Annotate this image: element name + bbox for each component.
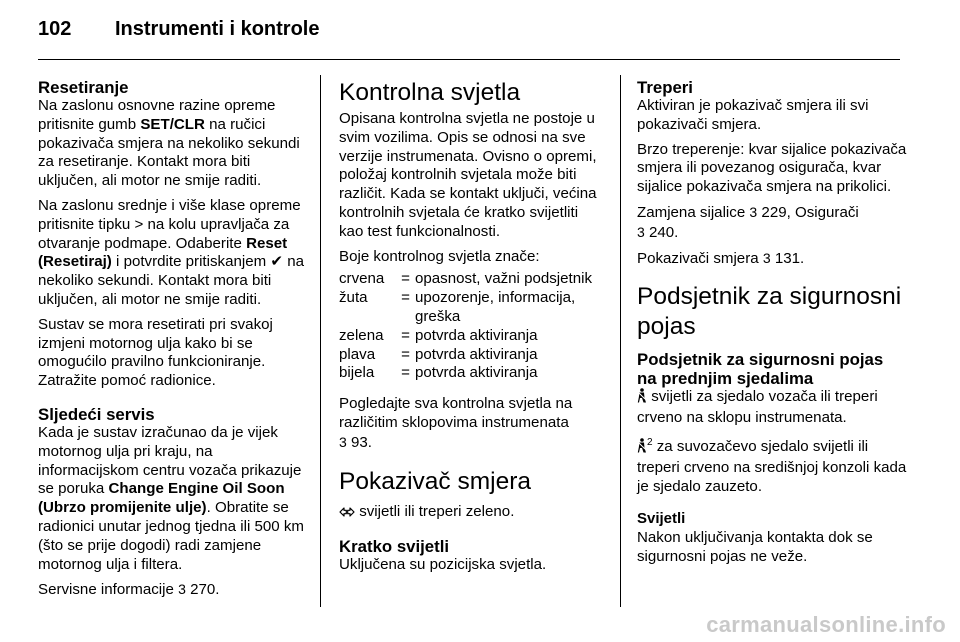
flashing-paragraph-1: Aktiviran je pokazivač smjera ili svi pokazivači smjera.	[637, 97, 869, 133]
reference-arrow-icon: 3	[178, 581, 186, 598]
table-row: plava = potvrda aktiviranja	[339, 345, 538, 363]
short-light-paragraph: Uključena su pozicijska svjetla.	[339, 556, 547, 574]
section-title-turn-signal: Pokazivač smjera	[339, 467, 531, 495]
column-divider-1	[320, 75, 321, 607]
reference-arrow-icon: 3	[339, 433, 347, 450]
column-3	[637, 78, 907, 573]
reference-arrow-icon: 3	[762, 249, 771, 266]
table-row: crvena = opasnost, važni podsjetnik	[339, 270, 593, 288]
flashing-paragraph-2: Brzo treperenje: kvar sijalice pokazivača smjera ili povezanog osigurača, kvar sijalice pokazivača smjera na prikolici.	[637, 140, 907, 196]
column-2	[339, 78, 605, 581]
header-rule	[38, 59, 900, 60]
turn-signal-arrows-icon	[339, 505, 355, 524]
reset-paragraph-2: Na zaslonu srednje i više klase opreme pritisnite tipku > na kolu upravljača za otvaranje podmape. Odaberite Reset (Resetiraj) i potvrdite pritiskanjem ✔ na nekoliko sekundi. Kontakt mora biti uključen, ali motor ne smije raditi.	[38, 196, 305, 308]
reference-arrow-icon: 3	[749, 203, 758, 220]
flashing-paragraph-3: Zamjena sijalice 3 229, Osigurači 3 240.	[637, 203, 859, 241]
chevron-right-icon: >	[134, 215, 144, 233]
reset-paragraph-3: Sustav se mora resetirati pri svakoj izmjeni motornog ulja kako bi se omogućilo pravilno funkcioniranje. Zatražite pomoć radionice.	[38, 315, 273, 390]
seatbelt-paragraph-2: $^2$ za suvozačevo sjedalo svijetli ili treperi crveno na središnjoj konzoli kada je sjedalo zauzeto.	[637, 436, 907, 495]
table-row: zelena = potvrda aktiviranja	[339, 326, 538, 344]
section-title-short-light: Kratko svijetli	[339, 537, 450, 557]
reference-arrow-icon: 3	[637, 223, 645, 240]
column-1	[38, 78, 306, 606]
section-title-warning-lights: Kontrolna svjetla	[339, 79, 521, 106]
section-title-flashing: Treperi	[637, 78, 693, 97]
subsection-title-front-seats: Podsjetnik za sigurnosni pojas na prednjim sjedalima	[637, 350, 884, 389]
page-header	[38, 18, 319, 48]
table-row: bijela = potvrda aktiviranja	[339, 364, 538, 382]
reset-paragraph-1: Na zaslonu osnovne razine opreme pritisnite gumb SET/CLR na ručici pokazivača smjera na nekoliko sekundi za resetiranje. Kontakt mora biti uključen, ali motor ne smije raditi.	[38, 97, 300, 190]
passenger-seatbelt-icon	[637, 438, 647, 459]
section-title-lit: Svijetli	[637, 510, 686, 528]
turn-signal-paragraph: svijetli ili treperi zeleno.	[339, 503, 605, 524]
warning-lights-paragraph-3: Pogledajte sva kontrolna svjetla na različitim sklopovima instrumenata 3 93.	[339, 395, 573, 451]
warning-lights-paragraph-1: Opisana kontrolna svjetla ne postoje u svim vozilima. Opis se odnosi na sve verzije instrumenata. Ovisno o opremi, položaj kontrolnih svjetala može biti različit. Kada se kontakt uključi, većina kontrolnih svjetala će kratko svijetliti kao test funkcionalnosti.	[339, 110, 597, 240]
checkmark-icon: ✔	[270, 253, 284, 271]
service-paragraph-2: Servisne informacije 3 270.	[38, 581, 220, 599]
watermark: carmanualsonline.info	[706, 612, 946, 637]
section-title-reset: Resetiranje	[38, 78, 129, 97]
table-row: žuta = upozorenje, informacija, greška	[339, 289, 576, 325]
warning-lights-paragraph-2: Boje kontrolnog svjetla znače:	[339, 247, 540, 265]
page-number: 102	[38, 18, 72, 40]
section-title-service: Sljedeći servis	[38, 404, 155, 424]
service-paragraph-1: Kada je sustav izračunao da je vijek motornog ulja pri kraju, na informacijskom centru vozača prikazuje se poruka Change Engine Oil Soon (Ubrzo promijenite ulje). Obratite se radionici unutar jednog tjedna ili 500 km (što se prije dogodi) radi zamjene motornog ulja i filtera.	[38, 423, 304, 573]
chapter-title: Instrumenti i kontrole	[115, 18, 320, 40]
column-divider-2	[620, 75, 621, 607]
seatbelt-icon	[637, 388, 647, 409]
seatbelt-paragraph-1: svijetli za sjedalo vozača ili treperi crveno na sklopu instrumenata.	[637, 388, 878, 427]
section-title-seatbelt-reminder: Podsjetnik za sigurnosni pojas	[637, 283, 902, 341]
lit-paragraph: Nakon uključivanja kontakta dok se sigurnosni pojas ne veže.	[637, 529, 873, 565]
color-meaning-table	[339, 270, 605, 383]
flashing-paragraph-4: Pokazivači smjera 3 131.	[637, 249, 805, 267]
